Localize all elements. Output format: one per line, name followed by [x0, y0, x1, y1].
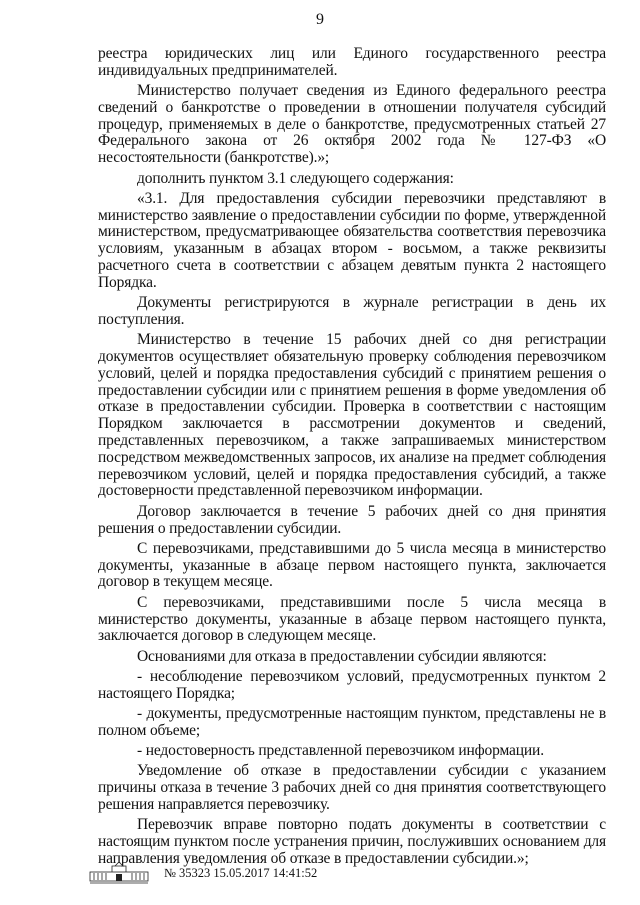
paragraph: реестра юридических лиц или Единого государственного реестра индивидуальных предпринимателей. — [98, 45, 606, 79]
paragraph: «3.1. Для предоставления субсидии перевозчики представляют в министерство заявление о предоставлении субсидии по форме, утвержденной министерством, предусматривающее обязательства соответствия перевозчика условиям, указанным в абзацах втором - восьмом, а также реквизиты расчетного счета в соответствии с абзацем девятым пункта 2 настоящего Порядка. — [98, 189, 606, 291]
registry-building-logo-icon — [88, 860, 150, 886]
paragraph: С перевозчиками, представившими после 5 числа месяца в министерство документы, указанные в абзаце первом настоящего пункта, заключается договор в следующем месяце. — [98, 593, 606, 645]
page-number: 9 — [316, 11, 324, 28]
paragraph: Министерство получает сведения из Единого федерального реестра сведений о банкротстве о проведении в отношении получателя субсидий процедур, применяемых в деле о банкротстве, предусмотренных статьей 27 Федерального закона от 26 октября 2002 года № 127-ФЗ «О несостоятельности (банкротстве).»; — [98, 82, 606, 167]
paragraph: Перевозчик вправе повторно подать документы в соответствии с настоящим пунктом после устранения причин, послуживших основанием для направления уведомления об отказе в предоставлении субсидии.»; — [98, 816, 606, 867]
paragraph: Министерство в течение 15 рабочих дней со дня регистрации документов осуществляет обязательную проверку соблюдения перевозчиком условий, целей и порядка предоставления субсидий с принятием решения о предоставлении субсидии или с принятием решения в форме уведомления об отказе в предоставлении субсидии. Проверка в соответствии с настоящим Порядком заключается в рассмотрении документов и сведений, представленных перевозчиком, а также запрашиваемых министерством посредством межведомственных запросов, их анализе на предмет соблюдения перевозчиком условий, целей и порядка предоставления субсидий, а также достоверности представленной перевозчиком информации. — [98, 331, 606, 500]
paragraph: С перевозчиками, представившими до 5 числа месяца в министерство документы, указанные в абзаце первом настоящего пункта, заключается договор в текущем месяце. — [98, 539, 606, 591]
document-body — [98, 46, 606, 868]
paragraph: Документы регистрируются в журнале регистрации в день их поступления. — [98, 294, 606, 328]
paragraph: Уведомление об отказе в предоставлении субсидии с указанием причины отказа в течение 3 рабочих дней со дня принятия соответствующего решения направляется перевозчику. — [98, 762, 606, 813]
paragraph: Договор заключается в течение 5 рабочих дней со дня принятия решения о предоставлении субсидии. — [98, 502, 606, 537]
paragraph: - несоблюдение перевозчиком условий, предусмотренных пунктом 2 настоящего Порядка; — [98, 667, 606, 702]
registration-stamp — [88, 858, 388, 888]
paragraph: - документы, предусмотренные настоящим пунктом, представлены не в полном объеме; — [98, 704, 606, 739]
paragraph: Основаниями для отказа в предоставлении субсидии являются: — [137, 647, 547, 665]
registration-number-timestamp: № 35323 15.05.2017 14:41:52 — [164, 865, 318, 880]
paragraph: - недостоверность представленной перевозчиком информации. — [137, 742, 544, 760]
paragraph: дополнить пунктом 3.1 следующего содержания: — [137, 169, 454, 187]
